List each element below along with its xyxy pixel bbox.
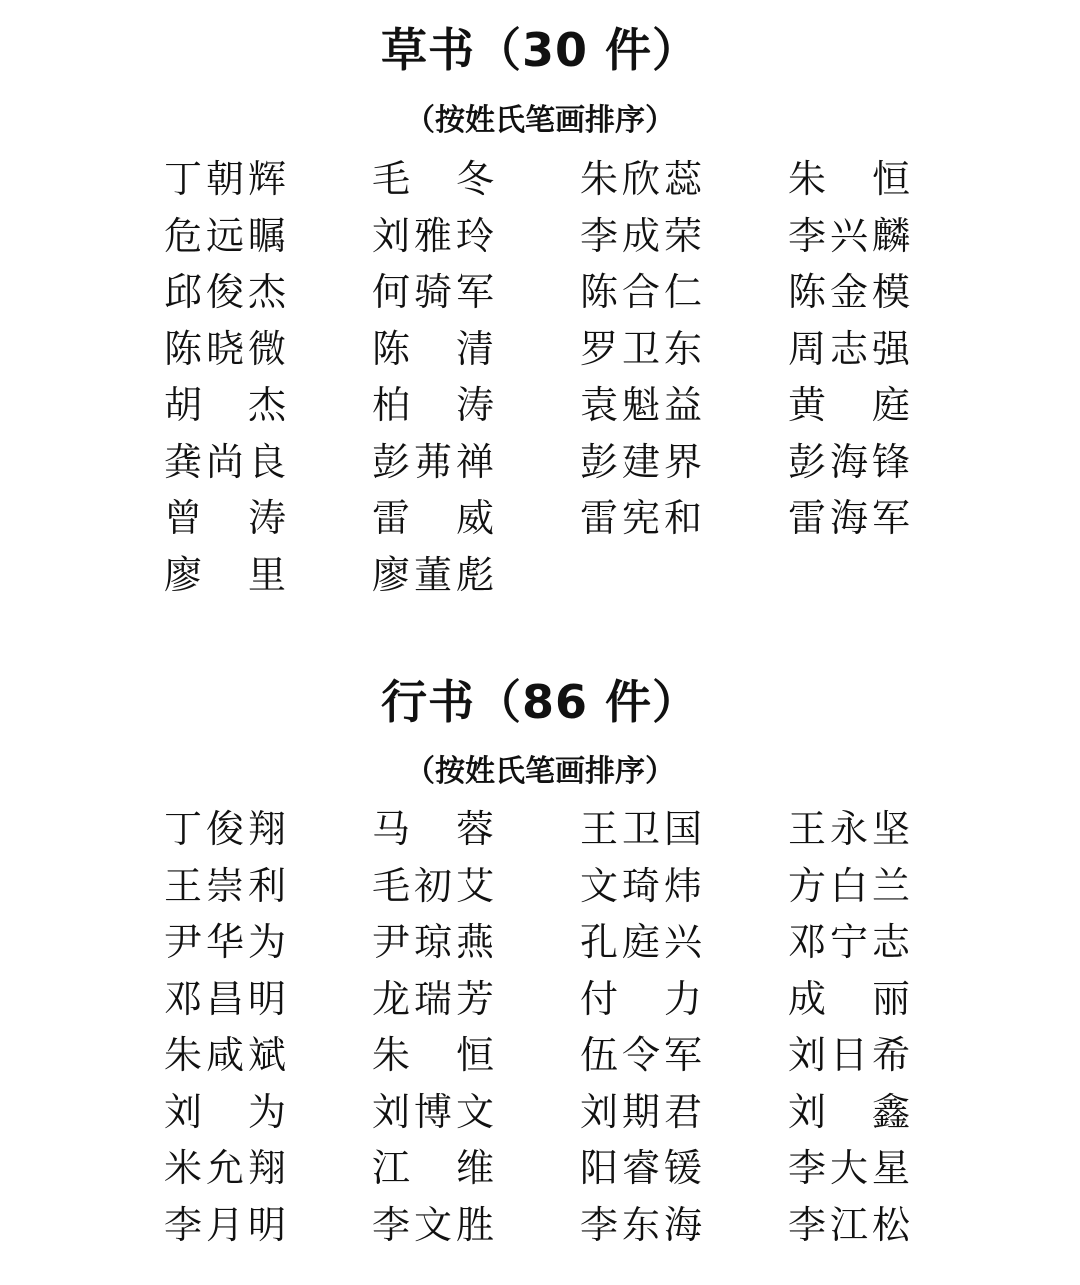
name-cell — [788, 267, 996, 317]
name-cell — [164, 974, 372, 1024]
name-row — [164, 264, 924, 321]
name-cell — [164, 380, 372, 430]
name-row — [164, 377, 924, 434]
name-grid — [164, 801, 924, 1253]
name-cell — [372, 267, 580, 317]
name-cell — [788, 1030, 996, 1080]
name-cell — [580, 804, 788, 854]
artist-name: 罗 卫 东 — [580, 326, 702, 371]
name-cell — [164, 804, 372, 854]
name-row — [164, 1084, 924, 1141]
name-row — [164, 208, 924, 265]
artist-name: 雷 海 军 — [788, 496, 910, 541]
name-cell — [580, 211, 788, 261]
name-row — [164, 801, 924, 858]
artist-name: 柏 涛 — [372, 383, 494, 428]
name-cell — [788, 437, 996, 487]
artist-name: 黄 庭 — [788, 383, 910, 428]
name-cell — [372, 380, 580, 430]
artist-name: 阳 睿 锾 — [580, 1146, 702, 1191]
name-cell — [372, 1200, 580, 1250]
name-row — [164, 490, 924, 547]
name-cell — [164, 267, 372, 317]
section-title: 行书（86 件） — [380, 675, 700, 729]
artist-name: 刘 日 希 — [788, 1033, 910, 1078]
name-row — [164, 971, 924, 1028]
artist-name: 李 大 星 — [788, 1146, 910, 1191]
artist-name: 邓 昌 明 — [164, 976, 286, 1021]
artist-name: 孔 庭 兴 — [580, 920, 702, 965]
name-row — [164, 858, 924, 915]
name-cell — [372, 804, 580, 854]
name-cell — [788, 1200, 996, 1250]
name-cell — [164, 1143, 372, 1193]
name-cell — [164, 324, 372, 374]
name-cell — [788, 1087, 996, 1137]
artist-name: 彭 建 界 — [580, 439, 702, 484]
name-cell — [580, 324, 788, 374]
artist-name: 刘 鑫 — [788, 1089, 910, 1134]
artist-name: 刘 期 君 — [580, 1089, 702, 1134]
artist-name: 朱 恒 — [372, 1033, 494, 1078]
artist-name: 王 卫 国 — [580, 807, 702, 852]
artist-name: 胡 杰 — [164, 383, 286, 428]
artist-name: 刘 雅 玲 — [372, 213, 494, 258]
artist-name: 李 月 明 — [164, 1202, 286, 1247]
name-cell — [164, 154, 372, 204]
name-cell — [580, 380, 788, 430]
artist-name: 付 力 — [580, 976, 702, 1021]
name-row — [164, 914, 924, 971]
name-row — [164, 547, 924, 604]
name-cell — [164, 550, 372, 600]
name-cell — [580, 154, 788, 204]
name-cell — [788, 211, 996, 261]
artist-name: 陈 金 模 — [788, 270, 910, 315]
name-cell — [580, 437, 788, 487]
artist-name: 王 永 坚 — [788, 807, 910, 852]
artist-name: 陈 晓 微 — [164, 326, 286, 371]
name-cell — [372, 324, 580, 374]
artist-name: 邓 宁 志 — [788, 920, 910, 965]
artist-name: 米 允 翔 — [164, 1146, 286, 1191]
artist-name: 丁 朝 辉 — [164, 157, 286, 202]
name-cell — [788, 154, 996, 204]
artist-name: 陈 合 仁 — [580, 270, 702, 315]
artist-name: 尹 华 为 — [164, 920, 286, 965]
artist-name: 江 维 — [372, 1146, 494, 1191]
name-cell — [372, 974, 580, 1024]
artist-name: 陈 清 — [372, 326, 494, 371]
name-cell — [372, 861, 580, 911]
artist-name: 李 文 胜 — [372, 1202, 494, 1247]
artist-name: 周 志 强 — [788, 326, 910, 371]
artist-name: 刘 博 文 — [372, 1089, 494, 1134]
name-cell — [372, 550, 580, 600]
name-cell — [164, 437, 372, 487]
artist-name: 廖 董 彪 — [372, 552, 494, 597]
artist-name: 龚 尚 良 — [164, 439, 286, 484]
artist-name: 李 东 海 — [580, 1202, 702, 1247]
artist-name: 尹 琼 燕 — [372, 920, 494, 965]
artist-name: 何 骑 军 — [372, 270, 494, 315]
artist-name: 李 江 松 — [788, 1202, 910, 1247]
artist-name: 马 蓉 — [372, 807, 494, 852]
name-cell — [372, 917, 580, 967]
artist-name: 成 丽 — [788, 976, 910, 1021]
artist-name: 彭 海 锋 — [788, 439, 910, 484]
name-cell — [788, 804, 996, 854]
name-cell — [164, 211, 372, 261]
name-cell — [372, 437, 580, 487]
artist-name: 雷 威 — [372, 496, 494, 541]
artist-name: 李 兴 麟 — [788, 213, 910, 258]
artist-name: 文 琦 炜 — [580, 863, 702, 908]
name-cell — [164, 1087, 372, 1137]
name-cell — [580, 917, 788, 967]
name-row — [164, 1140, 924, 1197]
name-cell — [164, 1200, 372, 1250]
name-cell — [788, 1143, 996, 1193]
name-grid — [164, 151, 924, 603]
artist-name: 廖 里 — [164, 552, 286, 597]
artist-name: 邱 俊 杰 — [164, 270, 286, 315]
section-subtitle: （按姓氏笔画排序） — [405, 103, 675, 138]
name-cell — [788, 861, 996, 911]
name-cell — [372, 1087, 580, 1137]
artist-name: 毛 冬 — [372, 157, 494, 202]
name-cell — [788, 974, 996, 1024]
artist-name: 危 远 瞩 — [164, 213, 286, 258]
artist-name: 雷 宪 和 — [580, 496, 702, 541]
name-cell — [164, 917, 372, 967]
section-subtitle: （按姓氏笔画排序） — [405, 754, 675, 789]
artist-name: 毛 初 艾 — [372, 863, 494, 908]
artist-name: 伍 令 军 — [580, 1033, 702, 1078]
name-cell — [372, 154, 580, 204]
name-row — [164, 1197, 924, 1254]
artist-name: 刘 为 — [164, 1089, 286, 1134]
name-cell — [164, 493, 372, 543]
artist-name: 朱 咸 斌 — [164, 1033, 286, 1078]
name-row — [164, 434, 924, 491]
name-cell — [164, 861, 372, 911]
name-cell — [164, 1030, 372, 1080]
name-cell — [580, 861, 788, 911]
artist-name: 朱 欣 蕊 — [580, 157, 702, 202]
artist-name: 王 崇 利 — [164, 863, 286, 908]
name-cell — [580, 1030, 788, 1080]
artist-name: 龙 瑞 芳 — [372, 976, 494, 1021]
name-cell — [788, 493, 996, 543]
artist-name: 彭 茀 禅 — [372, 439, 494, 484]
name-cell — [372, 493, 580, 543]
name-cell — [580, 1087, 788, 1137]
name-cell — [372, 1030, 580, 1080]
name-cell — [580, 267, 788, 317]
name-cell — [372, 211, 580, 261]
artist-name: 丁 俊 翔 — [164, 807, 286, 852]
name-row — [164, 321, 924, 378]
artist-name: 曾 涛 — [164, 496, 286, 541]
name-cell — [580, 1143, 788, 1193]
name-cell — [580, 974, 788, 1024]
name-cell — [788, 380, 996, 430]
artist-name: 李 成 荣 — [580, 213, 702, 258]
name-cell — [580, 493, 788, 543]
artist-name: 方 白 兰 — [788, 863, 910, 908]
name-cell — [788, 917, 996, 967]
section-title: 草书（30 件） — [380, 23, 700, 77]
name-row — [164, 151, 924, 208]
name-row — [164, 1027, 924, 1084]
artist-name: 袁 魁 益 — [580, 383, 702, 428]
name-cell — [580, 1200, 788, 1250]
artist-name: 朱 恒 — [788, 157, 910, 202]
name-cell — [372, 1143, 580, 1193]
name-cell — [788, 324, 996, 374]
